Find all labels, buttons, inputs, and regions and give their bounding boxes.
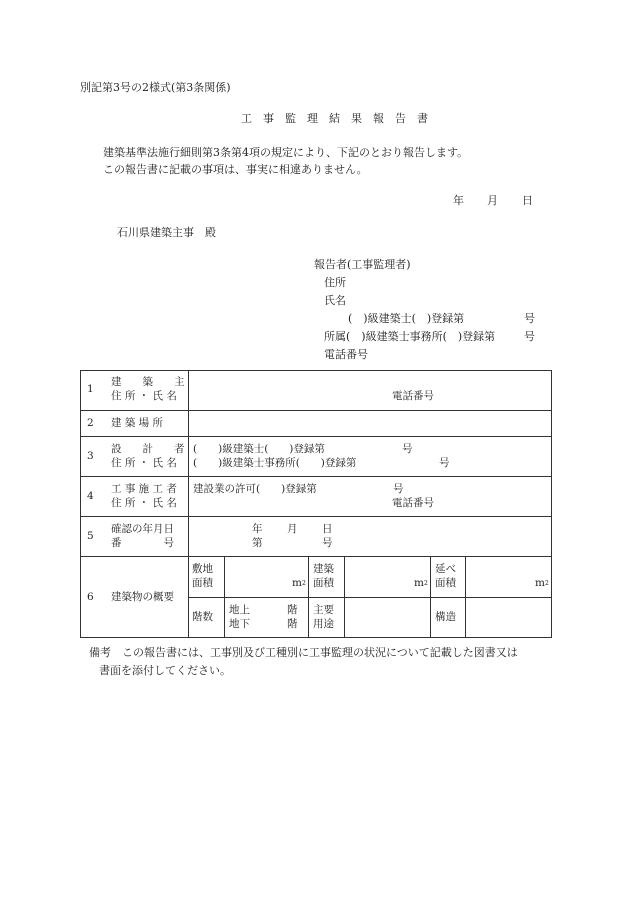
intro-line-2: この報告書に記載の事項は、事実に相違ありません。	[103, 163, 368, 176]
building-area-label-2: 面積	[313, 577, 334, 589]
date-year: 年	[453, 194, 464, 207]
reporter-office-line: 所属( )級建築士事務所( )登録第	[324, 330, 496, 343]
row-1-sublabel: 住 所 ・ 氏 名	[111, 390, 177, 402]
reporter-name-label: 氏名	[324, 294, 346, 307]
row-2-label: 建 築 場 所	[111, 417, 164, 429]
page-title: 工 事 監 理 結 果 報 告 書	[241, 112, 428, 125]
row-3-number: 3	[87, 450, 94, 462]
below-ground-label: 地下	[229, 618, 250, 630]
form-code: 別記第3号の2様式(第3条関係)	[80, 81, 231, 94]
structure-label: 構造	[435, 611, 456, 623]
date-day: 日	[522, 194, 533, 207]
reporter-address-label: 住所	[324, 276, 346, 289]
row-5-label: 確認の年月日	[111, 523, 174, 535]
row-3-sublabel: 住 所 ・ 氏 名	[111, 457, 177, 469]
site-area-label-2: 面積	[192, 577, 213, 589]
floors-label: 階数	[192, 611, 213, 623]
reporter-license-line: ( )級建築士( )登録第	[348, 312, 465, 325]
building-area-label-1: 建築	[313, 563, 334, 575]
note-line-2: 書面を添付してください。	[99, 664, 231, 677]
contractor-permit-line: 建設業の許可( )登録第	[193, 483, 317, 495]
reporter-license-suffix: 号	[524, 312, 535, 325]
above-ground-label: 地上	[229, 604, 250, 616]
row-3-label: 設 計 者	[111, 443, 185, 455]
confirm-year: 年	[252, 523, 263, 535]
intro-line-1: 建築基準法施行細則第3条第4項の規定により、下記のとおり報告します。	[103, 146, 469, 159]
reporter-office-suffix: 号	[524, 330, 535, 343]
floor-area-label-1: 延べ	[435, 563, 456, 575]
reporter-heading: 報告者(工事監理者)	[314, 258, 411, 271]
row-6-label: 建築物の概要	[111, 591, 174, 603]
reporter-phone-label: 電話番号	[324, 348, 368, 361]
note-line-1: 備考 この報告書には、工事別及び工種別に工事監理の状況について記載した図書又は	[89, 646, 518, 659]
row-1-phone-label: 電話番号	[392, 390, 434, 402]
row-5-sublabel: 番 号	[111, 537, 174, 549]
main-use-label-1: 主要	[313, 604, 334, 616]
designer-office-line: ( )級建築士事務所( )登録第	[193, 457, 357, 469]
designer-license-suffix: 号	[402, 443, 413, 455]
row-6-number: 6	[87, 591, 94, 603]
confirm-day: 日	[322, 523, 333, 535]
row-1-number: 1	[87, 383, 94, 395]
row-4-sublabel: 住 所 ・ 氏 名	[111, 497, 177, 509]
row-4-number: 4	[87, 490, 94, 502]
confirm-number-prefix: 第	[252, 537, 263, 549]
row-5-number: 5	[87, 530, 94, 542]
site-area-label-1: 敷地	[192, 563, 213, 575]
row-4-label: 工 事 施 工 者	[111, 483, 177, 495]
row-1-label: 建 築 主	[111, 376, 185, 388]
designer-office-suffix: 号	[439, 457, 450, 469]
row-4-phone-label: 電話番号	[392, 497, 434, 509]
floor-area-label-2: 面積	[435, 577, 456, 589]
contractor-permit-suffix: 号	[393, 483, 404, 495]
confirm-number-suffix: 号	[322, 537, 333, 549]
designer-license-line: ( )級建築士( )登録第	[193, 443, 325, 455]
site-area-unit: $m^2$	[292, 577, 306, 589]
main-use-label-2: 用途	[313, 618, 334, 630]
below-ground-unit: 階	[287, 618, 298, 630]
row-2-number: 2	[87, 417, 94, 429]
confirm-month: 月	[287, 523, 298, 535]
building-area-unit: $m^2$	[414, 577, 428, 589]
floor-area-unit: $m^2$	[535, 577, 549, 589]
date-month: 月	[487, 194, 498, 207]
addressee: 石川県建築主事 殿	[117, 226, 216, 239]
above-ground-unit: 階	[287, 604, 298, 616]
